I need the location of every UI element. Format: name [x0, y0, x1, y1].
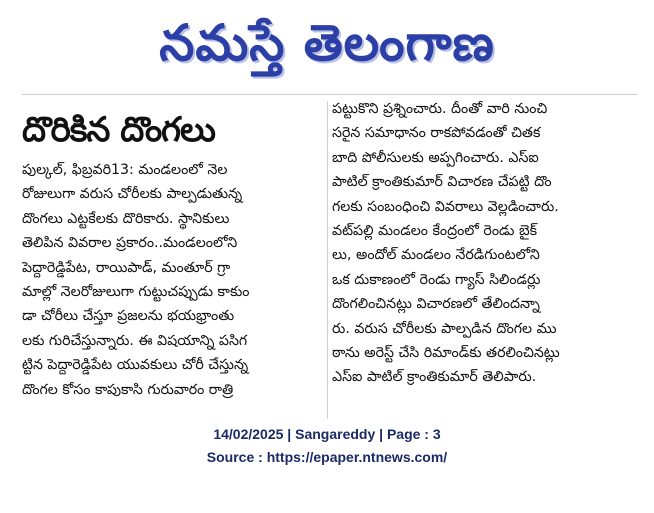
article-text-right [332, 97, 638, 390]
article-line: పాటిల్ క్రాంతికుమార్ విచారణ చేపట్టి దొం [332, 174, 552, 191]
article-clipping [22, 94, 638, 419]
article-headline: దొరికిన దొంగలు [22, 110, 215, 150]
column-divider [327, 101, 328, 419]
article-line: పెద్దారెడ్డిపేట, రాయిపాడ్, మంతూర్ గ్రా [22, 259, 231, 276]
article-line: సరైన సమాధానం రాకపోవడంతో చితక [332, 125, 541, 142]
article-text-left [22, 158, 322, 402]
article-line: ఒక దుకాణంలో రెండు గ్యాస్ సిలిండర్లు [332, 271, 541, 288]
article-line: దొంగల కోసం కాపుకాసి గురువారం రాత్రి [22, 381, 234, 398]
article-line: డా చోరీలు చేస్తూ ప్రజలను భయభ్రాంతు [22, 308, 235, 325]
article-line: రు. వరుస చోరీలకు పాల్పడిన దొంగల ము [332, 320, 557, 337]
source-info: Source : https://epaper.ntnews.com/ [206, 449, 448, 465]
edition-info: 14/02/2025 | Sangareddy | Page : 3 [213, 426, 441, 442]
article-column-right [332, 95, 638, 419]
article-line: ఠాను అరెస్ట్ చేసి రిమాండ్‌కు తరలించినట్లు [332, 345, 560, 362]
article-line: వట్‌పల్లి మండలం కేంద్రంలో రెండు బైక్ [332, 223, 537, 240]
masthead-logo: నమస్తే తెలంగాణ [159, 14, 495, 72]
article-line: బాది పోలీసులకు అప్పగించారు. ఎస్ఐ [332, 149, 539, 166]
article-line: తెలిపిన వివరాల ప్రకారం..మండలంలోని [22, 235, 238, 252]
article-column-left [22, 95, 322, 419]
article-line: దొంగలు ఎట్టకేలకు దొరికారు. స్థానికులు [22, 210, 230, 227]
article-line: లకు గురిచేస్తున్నారు. ఈ విషయాన్ని పసిగ [22, 332, 248, 349]
article-line: దొంగలించినట్లు విచారణలో తేలిందన్నా [332, 296, 540, 313]
article-line: పట్టుకొని ప్రశ్నించారు. దీంతో వారి నుంచి [332, 101, 548, 117]
article-line: మాల్లో నెలరోజులుగా గుట్టుచప్పుడు కాకుం [22, 284, 250, 301]
article-line: ఎస్ఐ పాటిల్ క్రాంతికుమార్ తెలిపారు. [332, 369, 537, 386]
article-line: పుల్కల్, ఫిబ్రవరి13: మండలంలో నెల [22, 162, 228, 178]
article-line: రోజులుగా వరుస చోరీలకు పాల్పడుతున్న [22, 186, 243, 203]
article-line: ట్టిన పెద్దారెడ్డిపేట యువకులు చోరీ చేస్తున్న [22, 357, 249, 374]
article-line: లు, అందోల్ మండలం నేరడిగుంటలోని [332, 247, 540, 264]
article-line: గలకు సంబంధించి వివరాలు వెల్లడించారు. [332, 198, 559, 215]
